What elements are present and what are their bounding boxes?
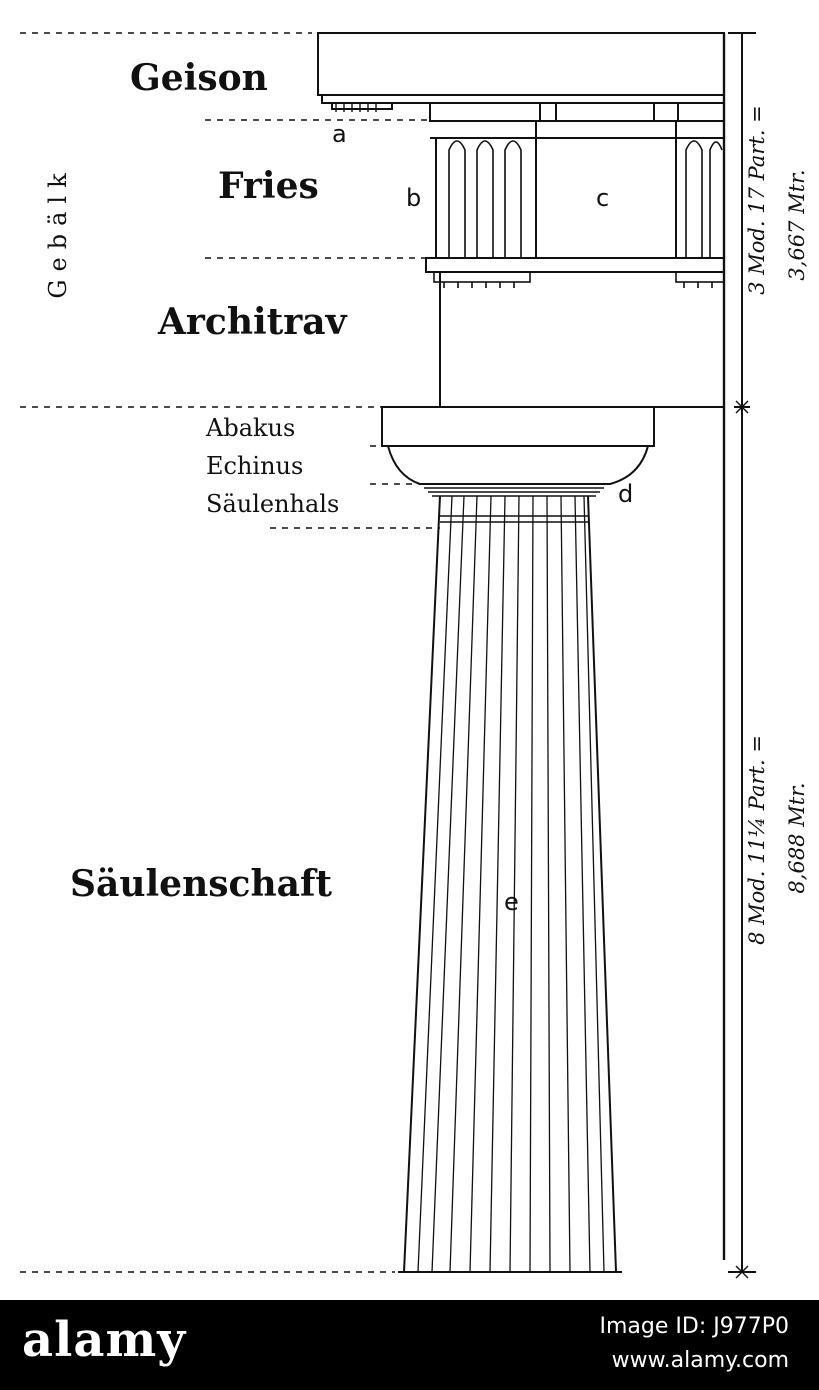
capital <box>382 407 654 522</box>
geison-label: Geison <box>130 57 268 99</box>
letter-b: b <box>406 184 422 212</box>
column-shaft <box>398 496 622 1272</box>
division-lines <box>20 33 440 1272</box>
echinus-label: Echinus <box>206 452 304 480</box>
gebaelk-label: Gebälk <box>44 165 72 299</box>
saeulenschaft-label: Säulenschaft <box>70 863 333 905</box>
letter-e: e <box>504 888 519 916</box>
saeulenhals-label: Säulenhals <box>206 490 340 518</box>
lower-dimension-line2: 8,688 Mtr. <box>785 782 809 894</box>
letter-d: d <box>618 480 634 508</box>
alamy-logo: alamy <box>22 1312 187 1368</box>
architrav-block <box>426 258 724 407</box>
watermark-url: www.alamy.com <box>611 1348 789 1373</box>
abakus-label: Abakus <box>206 414 296 442</box>
image-id: Image ID: J977P0 <box>599 1314 789 1339</box>
architrav-label: Architrav <box>158 301 347 343</box>
upper-dimension-line2: 3,667 Mtr. <box>785 169 809 281</box>
watermark-banner <box>0 1300 819 1390</box>
fries-label: Fries <box>218 165 319 207</box>
geison-block <box>318 33 724 112</box>
watermark-overlay: a <box>322 1249 337 1273</box>
lower-dimension-line1: 8 Mod. 11¼ Part. = <box>745 735 769 945</box>
upper-dimension-line1: 3 Mod. 17 Part. = <box>745 105 769 295</box>
fries-block <box>430 103 724 258</box>
letter-a: a <box>332 120 347 148</box>
regulae <box>434 272 724 288</box>
letter-c: c <box>596 184 610 212</box>
